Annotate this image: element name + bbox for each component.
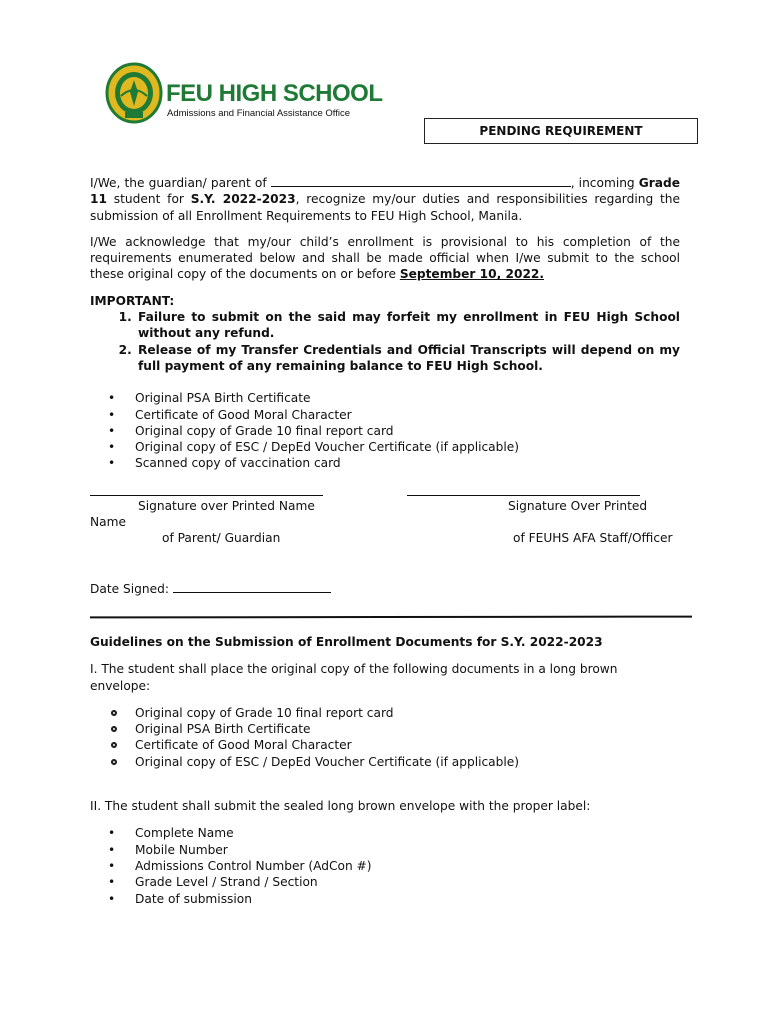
office-name: Admissions and Financial Assistance Office — [167, 108, 351, 119]
date-signed-blank[interactable] — [173, 581, 331, 593]
declaration-paragraph — [90, 175, 680, 224]
deadline-date: September 10, 2022. — [399, 267, 545, 282]
requirement-item: • Scanned copy of vaccination card — [90, 455, 680, 471]
requirement-item: • Original PSA Birth Certificate — [90, 390, 680, 406]
acknowledgement-paragraph — [90, 234, 680, 283]
important-list — [90, 309, 680, 374]
pending-requirement-title: PENDING REQUIREMENT — [424, 118, 698, 144]
requirement-item: • Original copy of Grade 10 final report card — [90, 423, 680, 439]
staff-signature-line[interactable] — [407, 495, 640, 496]
parent-guardian-label: of Parent/ Guardian — [162, 531, 281, 545]
student-name-blank[interactable] — [271, 175, 571, 187]
school-seal-logo — [105, 62, 163, 124]
section-divider — [90, 616, 692, 619]
parent-signature-line[interactable] — [90, 495, 323, 496]
requirement-item: • Original copy of ESC / DepEd Voucher Certificate (if applicable) — [90, 439, 680, 455]
envelope-label-item: • Mobile Number — [90, 842, 680, 858]
envelope-document-item: Original copy of Grade 10 final report card — [90, 705, 680, 721]
grade-level: Grade 11 — [90, 176, 680, 207]
staff-signature-label: Signature Over Printed — [508, 499, 648, 513]
envelope-label-item: • Complete Name — [90, 825, 680, 841]
important-item: 1. Failure to submit on the said may forfeit my enrollment in FEU High School without any refund. — [136, 309, 680, 342]
staff-officer-label: of FEUHS AFA Staff/Officer — [513, 531, 673, 545]
para1-prefix: I/We, the guardian/ parent of — [90, 176, 271, 190]
envelope-label-list — [90, 825, 680, 906]
important-title: IMPORTANT: — [90, 293, 175, 308]
para2-text: I/We acknowledge that my/our child’s enrollment is provisional to his completion of the requirements enumerated below and shall be made official when I/we submit to the school these original copy of the documents on or before — [90, 234, 680, 282]
guidelines-section — [90, 634, 680, 907]
envelope-document-item: Certificate of Good Moral Character — [90, 737, 680, 753]
para1-mid: student for — [106, 192, 191, 207]
para1-suffix: , incoming — [570, 176, 635, 190]
envelope-label-item: • Admissions Control Number (AdCon #) — [90, 858, 680, 874]
important-item: 2. Release of my Transfer Credentials and Official Transcripts will depend on my full payment of any remaining balance to FEU High School. — [136, 342, 680, 375]
school-name: FEU HIGH SCHOOL — [166, 80, 383, 107]
date-signed-field — [90, 581, 331, 596]
requirements-list — [90, 390, 680, 471]
declaration-section — [90, 175, 680, 472]
envelope-label-item: • Date of submission — [90, 891, 680, 907]
parent-signature-label: Signature over Printed Name — [138, 499, 315, 513]
parent-signature-label-wrap: Name — [90, 515, 126, 529]
envelope-documents-list — [90, 705, 680, 770]
school-year: S.Y. 2022-2023 — [190, 192, 296, 207]
guidelines-title: Guidelines on the Submission of Enrollment Documents for S.Y. 2022-2023 — [90, 635, 603, 649]
requirement-item: • Certificate of Good Moral Character — [90, 407, 680, 423]
date-signed-label: Date Signed: — [90, 582, 173, 596]
guidelines-section1: I. The student shall place the original copy of the following documents in a long brown envelope: — [90, 662, 618, 693]
para1-rest: , recognize my/our duties and responsibilities regarding the submission of all Enrollment Requirements to FEU High School, Manila. — [90, 192, 680, 223]
envelope-document-item: Original copy of ESC / DepEd Voucher Certificate (if applicable) — [90, 754, 680, 770]
envelope-document-item: Original PSA Birth Certificate — [90, 721, 680, 737]
guidelines-section2: II. The student shall submit the sealed long brown envelope with the proper label: — [90, 799, 591, 814]
envelope-label-item: • Grade Level / Strand / Section — [90, 874, 680, 890]
